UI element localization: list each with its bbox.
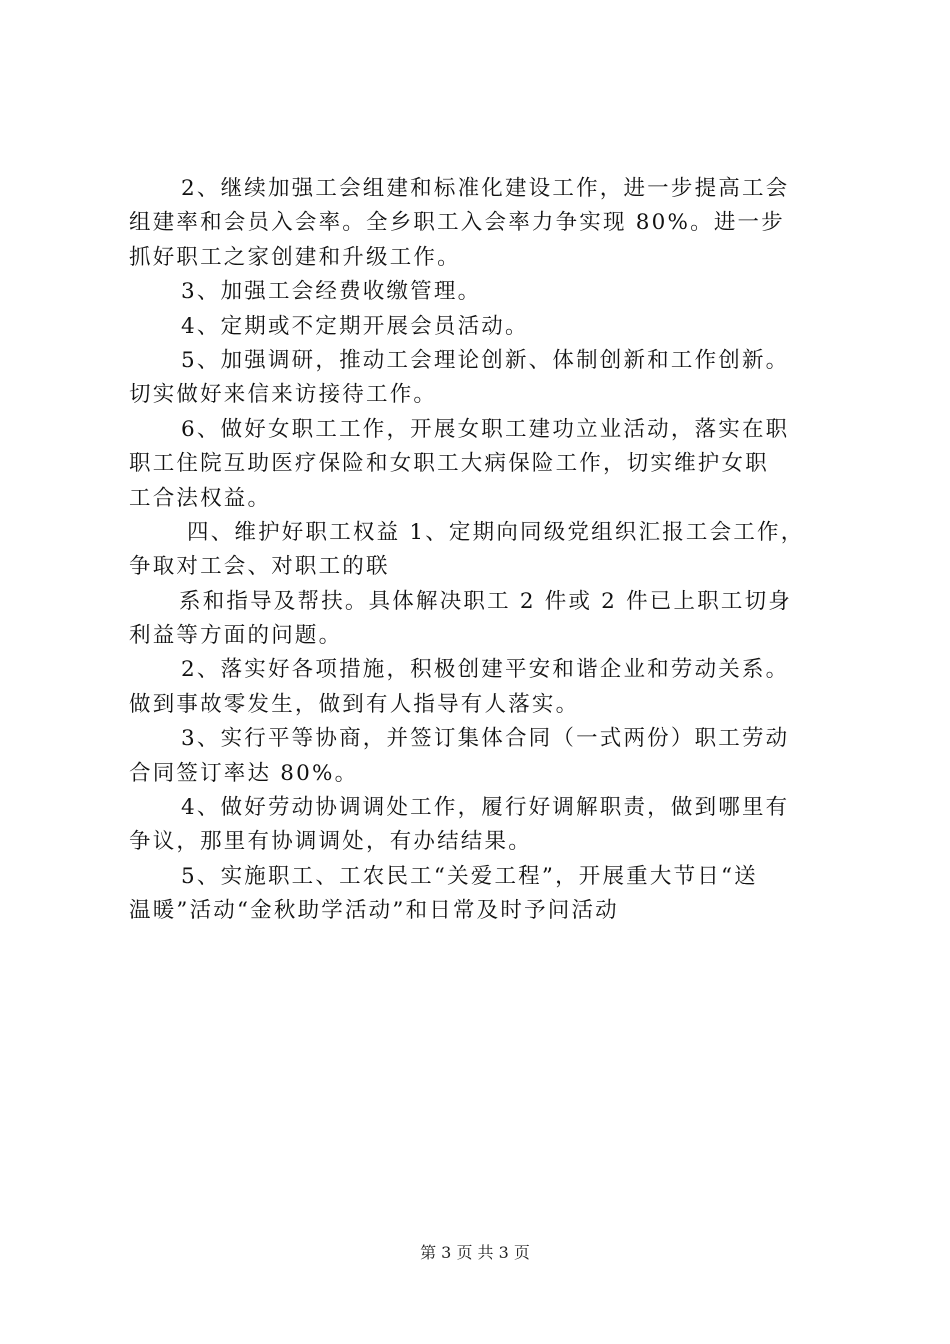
text-line: 切实做好来信来访接待工作。 xyxy=(129,382,438,408)
body-text xyxy=(129,172,834,929)
text-line: 4、做好劳动协调调处工作，履行好调解职责，做到哪里有 xyxy=(181,795,790,821)
section-heading-line: 四、维护好职工权益 1、定期向同级党组织汇报工会工作， xyxy=(187,519,805,545)
text-line: 组建率和会员入会率。全乡职工入会率力争实现 80%。进一步 xyxy=(129,210,785,236)
text-line: 争取对工会、对职工的联 xyxy=(129,554,390,580)
text-line: 5、实施职工、工农民工“关爱工程”，开展重大节日“送 xyxy=(181,863,758,889)
text-line: 做到事故零发生，做到有人指导有人落实。 xyxy=(129,691,580,717)
text-line: 5、加强调研，推动工会理论创新、体制创新和工作创新。 xyxy=(181,347,790,373)
text-line: 工合法权益。 xyxy=(129,485,272,511)
text-line: 6、做好女职工工作，开展女职工建功立业活动，落实在职 xyxy=(181,416,790,442)
text-line: 职工住院互助医疗保险和女职工大病保险工作，切实维护女职 xyxy=(129,451,769,477)
text-line: 抓好职工之家创建和升级工作。 xyxy=(129,244,461,270)
text-line: 2、落实好各项措施，积极创建平安和谐企业和劳动关系。 xyxy=(181,657,790,683)
text-line: 系和指导及帮扶。具体解决职工 2 件或 2 件已上职工切身 xyxy=(179,588,792,614)
text-line: 温暖”活动“金秋助学活动”和日常及时予问活动 xyxy=(129,898,619,924)
text-line: 争议，那里有协调调处，有办结结果。 xyxy=(129,829,532,855)
text-line: 4、定期或不定期开展会员活动。 xyxy=(181,313,529,339)
text-line: 2、继续加强工会组建和标准化建设工作，进一步提高工会 xyxy=(181,176,790,201)
text-line: 3、实行平等协商，并签订集体合同（一式两份）职工劳动 xyxy=(181,726,790,752)
text-line: 合同签订率达 80%。 xyxy=(129,760,359,786)
page-footer: 第 3 页 共 3 页 xyxy=(420,1243,530,1262)
text-line: 利益等方面的问题。 xyxy=(129,623,343,649)
text-line: 3、加强工会经费收缴管理。 xyxy=(181,279,482,305)
